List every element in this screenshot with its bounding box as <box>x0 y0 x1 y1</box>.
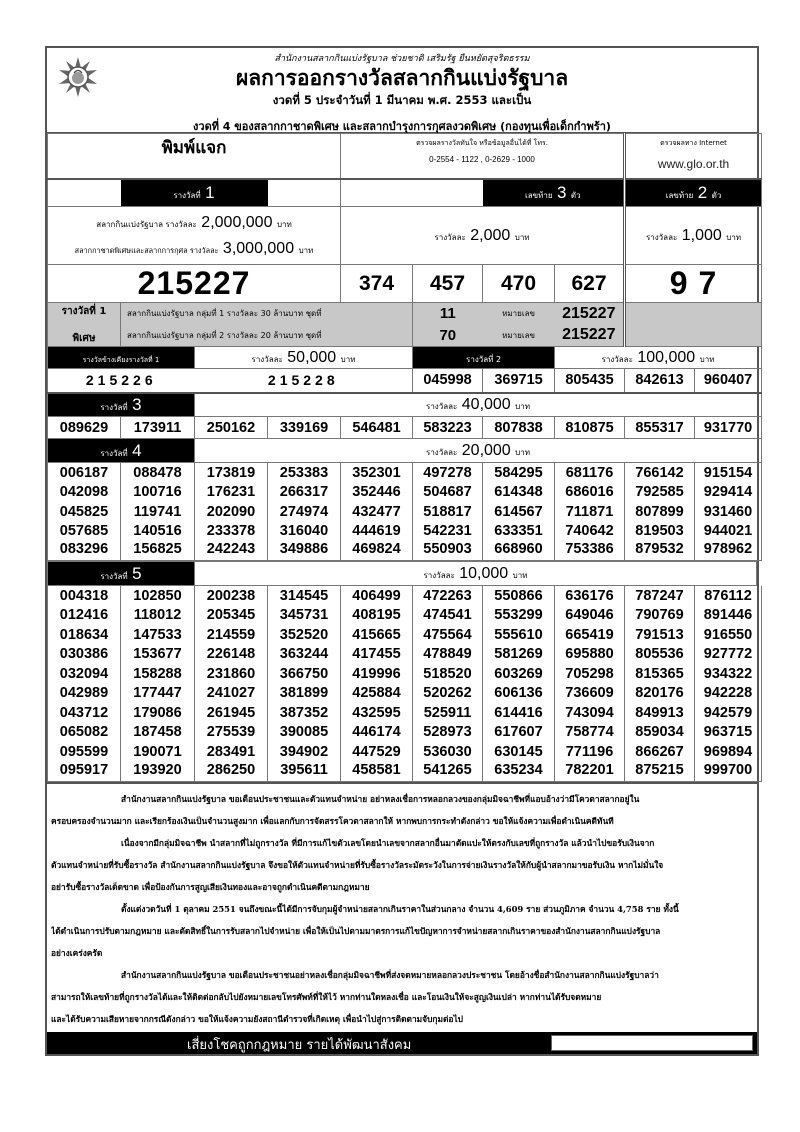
prize5-number: 417455 <box>341 645 413 665</box>
prize4-row <box>48 463 762 483</box>
prize5-number: 942228 <box>695 684 762 704</box>
prize5-number: 520262 <box>413 684 483 704</box>
prize5-number: 275539 <box>195 723 268 743</box>
prize5-number: 705298 <box>555 664 625 684</box>
prize4-number: 614348 <box>483 483 555 503</box>
prize4-number: 978962 <box>695 541 762 561</box>
prize4-number: 504687 <box>413 483 483 503</box>
prize4-number: 352301 <box>341 463 413 483</box>
notice-line: สำนักงานสลากกินแบ่งรัฐบาล ขอเตือนประชาชนอย่าหลงเชื่อกลุ่มมิจฉาชีพที่ส่งจดหมายหลอกลวงประชาชน โดยอ้างชื่อสำนักงานสลากกินแบ่งรัฐบาลว่า <box>121 969 659 980</box>
prize4-number: 006187 <box>48 463 121 483</box>
prize4-number: 202090 <box>195 502 268 522</box>
prize5-number: 042989 <box>48 684 121 704</box>
prize4-number: 176231 <box>195 483 268 503</box>
prize4-number: 057685 <box>48 522 121 542</box>
prize4-number: 614567 <box>483 502 555 522</box>
prize5-number: 525911 <box>413 703 483 723</box>
prize5-number: 381899 <box>268 684 341 704</box>
notice-line: ครอบครองจำนวนมาก และเรียกร้องเงินเป็นจำนวนสูงมาก เพื่อแลกกับการจัดสรรโควตาสลากให้ หากพบการกระทำดังกล่าว ขอให้แจ้งความเพื่อดำเนินคดีทันที <box>51 815 614 826</box>
free-print-cell <box>48 134 341 179</box>
prize5-number: 934322 <box>695 664 762 684</box>
phone-numbers: 0-2554 - 1122 , 0-2629 - 1000 <box>429 155 535 164</box>
prize4-number: 119741 <box>121 502 195 522</box>
prize4-number: 542231 <box>413 522 483 542</box>
prize5-number: 553299 <box>483 606 555 626</box>
prize4-number: 740642 <box>555 522 625 542</box>
prize5-number: 969894 <box>695 742 762 762</box>
prize5-number: 190071 <box>121 742 195 762</box>
prize5-number: 617607 <box>483 723 555 743</box>
top-prizes-table: พิมพ์แจก ตรวจผลรางวัลทันใจ หรือข้อมูลอื่นได้ที่ โทร. 0-2554 - 1122 , 0-2629 - 1000 ตรวจผลทาง Internet www.glo.or.th รางวัลที่ 1 เลขท้าย 3 ตัว เลขท้าย 2 ตัว สลากกินแบ่งรัฐบาล รางวัลละ 2,000,000 บาท สลากกาชาดพิเศษและสลากการกุศล รางวัลละ 3,000,000 บาท รางวัลละ 2,000 บาท รางวัลละ 1,000 บาท 215227 374 457 470 627 9 7 รางวัลที่ 1 พิเศษ สลากกินแบ่งรัฐบาล กลุ่มที่ 1 รางวัลละ 30 ล้านบาท ชุดที่ 11 หมายเลข 215227 สลากกินแบ่งรัฐบาล กลุ่มที่ 2 รางวัลละ 20 ล้านบาท ชุดที่ 70 หมายเลข 215227 รางวัลข้างเคียงรางวัลที่ 1 รางวัลละ 50,000 บาท รางวัลที่ 2 รางวัลละ 100,000 บาท 215226 215228 045998 369715 805435 842613 960407 รางวัลที่ 3 รางวัลละ 40,000 บาท 089629 173911 250162 339169 546481 583223 807838 810875 855317 931770 รางวัลที่ 4 รางวัลละ 20,000 บาท <box>47 133 762 463</box>
prize2-number: 842613 <box>625 369 695 393</box>
prize5-number: 095599 <box>48 742 121 762</box>
prize5-row <box>48 723 762 743</box>
prize5-number: 261945 <box>195 703 268 723</box>
prize5-number: 018634 <box>48 625 121 645</box>
prize5-number: 665419 <box>555 625 625 645</box>
prize3-number: 855317 <box>625 417 695 439</box>
prize5-number: 555610 <box>483 625 555 645</box>
free-print-label: พิมพ์แจก <box>161 138 227 159</box>
last3-header: เลขท้าย 3 ตัว <box>483 179 625 207</box>
prize5-number: 406499 <box>341 586 413 606</box>
prize5-number: 200238 <box>195 586 268 606</box>
footer-bar <box>47 1032 757 1054</box>
prize5-number: 147533 <box>121 625 195 645</box>
prize5-number: 395611 <box>268 762 341 782</box>
special-number: 215227 <box>555 303 625 325</box>
prize4-number: 819503 <box>625 522 695 542</box>
first-prize-header: รางวัลที่ 1 <box>121 179 268 207</box>
notice-line: อย่างเคร่งครัด <box>51 947 103 958</box>
prize5-row <box>48 684 762 704</box>
prize4-number: 100716 <box>121 483 195 503</box>
last3-number: 374 <box>341 265 413 303</box>
prize5-number: 649046 <box>555 606 625 626</box>
prize5-number: 425884 <box>341 684 413 704</box>
prize5-number: 805536 <box>625 645 695 665</box>
prize5-number: 474541 <box>413 606 483 626</box>
prize4-number: 633351 <box>483 522 555 542</box>
prize3-number: 339169 <box>268 417 341 439</box>
prize5-number: 472263 <box>413 586 483 606</box>
draw-date-line: งวดที่ 5 ประจำวันที่ 1 มีนาคม พ.ศ. 2553 และเป็น <box>272 93 532 107</box>
internet-label: ตรวจผลทาง Internet <box>660 139 727 147</box>
special-prize-label: รางวัลที่ 1 พิเศษ <box>48 303 121 347</box>
page-title: ผลการออกรางวัลสลากกินแบ่งรัฐบาล <box>235 66 569 90</box>
notice-line: เนื่องจากมีกลุ่มมิจฉาชีพ นำสลากที่ไม่ถูกรางวัล ที่มีการแก้ไขตัวเลขโดยนำเลขจากสลากอื่นมาตัดแปะให้ตรงกับเลขที่ถูกรางวัล แล้วนำไปขอรับเงินจาก <box>121 837 655 848</box>
notice-line: ได้ดำเนินการปรับตามกฎหมาย และตัดสิทธิ์ในการรับสลากไปจำหน่าย เพื่อให้เป็นไปตามมาตรการแก้ไขปัญหาการจำหน่ายสลากเกินราคาของสำนักงานสลากกินแบ่งรัฐบาล <box>51 925 661 936</box>
prize5-number: 231860 <box>195 664 268 684</box>
prize5-number: 942579 <box>695 703 762 723</box>
prize5-number: 214559 <box>195 625 268 645</box>
prize3-number: 931770 <box>695 417 762 439</box>
prize5-number: 736609 <box>555 684 625 704</box>
prize5-number: 394902 <box>268 742 341 762</box>
prize5-number: 205345 <box>195 606 268 626</box>
prize5-number: 102850 <box>121 586 195 606</box>
prize4-number: 807899 <box>625 502 695 522</box>
prize5-number: 241027 <box>195 684 268 704</box>
prize5-number: 004318 <box>48 586 121 606</box>
prize5-number: 095917 <box>48 762 121 782</box>
special-set-number: 70 <box>439 326 457 344</box>
prize4-number: 253383 <box>268 463 341 483</box>
last3-number: 457 <box>413 265 483 303</box>
prize4-number: 550903 <box>413 541 483 561</box>
special-set-number: 11 <box>439 305 456 323</box>
prize5-number: 790769 <box>625 606 695 626</box>
prize5-number: 849913 <box>625 703 695 723</box>
last2-amount: รางวัลละ 1,000 บาท <box>625 207 762 265</box>
prize5-number: 065082 <box>48 723 121 743</box>
prize3-number: 807838 <box>483 417 555 439</box>
prize4-number: 140516 <box>121 522 195 542</box>
prize4-number: 242243 <box>195 541 268 561</box>
prize5-number: 791513 <box>625 625 695 645</box>
prize5-number: 927772 <box>695 645 762 665</box>
near-first-header: รางวัลข้างเคียงรางวัลที่ 1 <box>48 347 195 369</box>
prize4-number: 266317 <box>268 483 341 503</box>
near-first-number: 215226 <box>48 369 195 393</box>
prize5-number: 999700 <box>695 762 762 782</box>
prize5-number: 541265 <box>413 762 483 782</box>
prize5-number: 636176 <box>555 586 625 606</box>
near-first-amount: รางวัลละ 50,000 บาท <box>195 347 413 369</box>
notice-line: สำนักงานสลากกินแบ่งรัฐบาล ขอเตือนประชาชนและตัวแทนจำหน่าย อย่าหลงเชื่อการหลอกลวงของกลุ่มมิจฉาชีพที่แอบอ้างว่ามีโควตาสลากอยู่ใน <box>121 793 640 804</box>
notice-line: สามารถให้เลขท้ายที่ถูกรางวัลได้และให้ติดต่อกลับไปยังหมายเลขโทรศัพท์ที่ให้ไว้ หากท่านใดหลงเชื่อ และโอนเงินให้จะสูญเงินเปล่า หากท่านได้รับจดหมาย <box>51 991 602 1002</box>
prize4-number: 792585 <box>625 483 695 503</box>
website-link[interactable]: www.glo.or.th <box>657 157 730 171</box>
prize5-number: 743094 <box>555 703 625 723</box>
prize5-number: 032094 <box>48 664 121 684</box>
prize4-number: 042098 <box>48 483 121 503</box>
special-number: 215227 <box>555 325 625 347</box>
prize5-number: 012416 <box>48 606 121 626</box>
prize5-row <box>48 762 762 782</box>
prize5-number: 815365 <box>625 664 695 684</box>
prize4-number: 929414 <box>695 483 762 503</box>
prize4-number: 584295 <box>483 463 555 483</box>
prize4-amount: รางวัลละ 20,000 บาท <box>195 439 762 463</box>
prize4-number: 432477 <box>341 502 413 522</box>
prize5-header-table <box>47 561 757 586</box>
prize5-number: 387352 <box>268 703 341 723</box>
prize2-number: 369715 <box>483 369 555 393</box>
prize4-row <box>48 483 762 503</box>
prize4-number: 316040 <box>268 522 341 542</box>
prize5-number: 528973 <box>413 723 483 743</box>
last2-header: เลขท้าย 2 ตัว <box>625 179 762 207</box>
prize5-row <box>48 703 762 723</box>
prize5-number: 158288 <box>121 664 195 684</box>
last3-number: 470 <box>483 265 555 303</box>
prize4-number: 915154 <box>695 463 762 483</box>
prize5-number: 226148 <box>195 645 268 665</box>
internet-info-cell <box>625 134 762 179</box>
prize5-number: 876112 <box>695 586 762 606</box>
prize4-number: 156825 <box>121 541 195 561</box>
draw-special-line: งวดที่ 4 ของสลากกาชาดพิเศษ และสลากบำรุงการกุศลงวดพิเศษ (กองทุนเพื่อเด็กกำพร้า) <box>193 120 611 133</box>
prize5-number: 891446 <box>695 606 762 626</box>
prize5-number: 153677 <box>121 645 195 665</box>
prize5-row <box>48 742 762 762</box>
gov-amount: 2,000,000 <box>201 213 273 231</box>
prize5-number: 366750 <box>268 664 341 684</box>
prize4-number: 233378 <box>195 522 268 542</box>
phone-info-cell <box>341 134 625 179</box>
prize4-grid <box>47 463 762 561</box>
prize5-number: 447529 <box>341 742 413 762</box>
prize5-number: 458581 <box>341 762 413 782</box>
prize5-number: 758774 <box>555 723 625 743</box>
prize5-number: 283491 <box>195 742 268 762</box>
prize5-number: 916550 <box>695 625 762 645</box>
prize5-number: 875215 <box>625 762 695 782</box>
prize4-header: รางวัลที่ 4 <box>48 439 195 463</box>
prize3-number: 089629 <box>48 417 121 439</box>
glo-emblem-icon <box>57 56 99 98</box>
special-row-desc: สลากกินแบ่งรัฐบาล กลุ่มที่ 1 รางวัลละ 30 ล้านบาท ชุดที่ <box>121 303 413 325</box>
prize5-number: 390085 <box>268 723 341 743</box>
prize2-number: 805435 <box>555 369 625 393</box>
prize5-row <box>48 664 762 684</box>
prize4-number: 686016 <box>555 483 625 503</box>
prize5-row <box>48 645 762 665</box>
prize2-number: 960407 <box>695 369 762 393</box>
prize5-number: 446174 <box>341 723 413 743</box>
prize5-row <box>48 586 762 606</box>
prize4-row <box>48 541 762 561</box>
prize4-number: 711871 <box>555 502 625 522</box>
prize4-number: 444619 <box>341 522 413 542</box>
first-prize-amounts: สลากกินแบ่งรัฐบาล รางวัลละ 2,000,000 บาท สลากกาชาดพิเศษและสลากการกุศล รางวัลละ 3,000,000 บาท <box>48 207 341 265</box>
notice-line: ตั้งแต่งวดวันที่ 1 ตุลาคม 2551 จนถึงขณะนี้ได้มีการจับกุมผู้จำหน่ายสลากเกินราคาในส่วนกลาง จำนวน 4,609 ราย ส่วนภูมิภาค จำนวน 4,758 ราย ทั้งนี้ <box>121 903 679 914</box>
warning-notice <box>47 782 757 1032</box>
lottery-result-sheet <box>45 46 759 1056</box>
prize4-number: 045825 <box>48 502 121 522</box>
prize5-amount: รางวัลละ 10,000 บาท <box>195 562 757 586</box>
prize4-number: 352446 <box>341 483 413 503</box>
prize4-number: 469824 <box>341 541 413 561</box>
prize5-number: 415665 <box>341 625 413 645</box>
notice-line: ตัวแทนจำหน่ายที่รับซื้อรางวัล สำนักงานสลากกินแบ่งรัฐบาล จึงขอให้ตัวแทนจำหน่ายที่รับซื้อรางวัลระมัดระวังในการจ่ายเงินรางวัลให้กับผู้นำสลากมาขอรับเงิน หากไม่มั่นใจ <box>51 859 664 870</box>
prize5-number: 408195 <box>341 606 413 626</box>
prize5-number: 550866 <box>483 586 555 606</box>
prize5-number: 963715 <box>695 723 762 743</box>
prize4-number: 879532 <box>625 541 695 561</box>
prize5-number: 432595 <box>341 703 413 723</box>
notice-line: และได้รับความเสียหายจากกรณีดังกล่าว ขอให้แจ้งความยังสถานีตำรวจที่เกิดเหตุ เพื่อนำไปสู่การติดตามจับกุมต่อไป <box>51 1013 463 1024</box>
prize5-number: 581269 <box>483 645 555 665</box>
prize5-number: 536030 <box>413 742 483 762</box>
prize5-header: รางวัลที่ 5 <box>48 562 195 586</box>
prize5-number: 635234 <box>483 762 555 782</box>
special-row-desc: สลากกินแบ่งรัฐบาล กลุ่มที่ 2 รางวัลละ 20 ล้านบาท ชุดที่ <box>121 325 413 347</box>
prize5-number: 630145 <box>483 742 555 762</box>
prize4-number: 088478 <box>121 463 195 483</box>
footer-blank-box <box>551 1035 753 1051</box>
prize5-grid <box>47 586 762 782</box>
footer-slogan: เสี่ยงโชคถูกกฎหมาย รายได้พัฒนาสังคม <box>187 1037 412 1053</box>
prize5-number: 177447 <box>121 684 195 704</box>
prize5-number: 286250 <box>195 762 268 782</box>
prize3-number: 546481 <box>341 417 413 439</box>
prize4-row <box>48 502 762 522</box>
prize5-number: 771196 <box>555 742 625 762</box>
last2-number: 9 7 <box>625 265 762 303</box>
prize2-number: 045998 <box>413 369 483 393</box>
prize5-number: 043712 <box>48 703 121 723</box>
prize5-number: 782201 <box>555 762 625 782</box>
prize5-number: 787247 <box>625 586 695 606</box>
prize5-number: 478849 <box>413 645 483 665</box>
prize3-number: 250162 <box>195 417 268 439</box>
prize5-number: 695880 <box>555 645 625 665</box>
last3-amount: รางวัลละ 2,000 บาท <box>341 207 625 265</box>
prize3-header: รางวัลที่ 3 <box>48 393 195 417</box>
prize5-number: 866267 <box>625 742 695 762</box>
prize3-number: 583223 <box>413 417 483 439</box>
prize4-number: 274974 <box>268 502 341 522</box>
prize4-number: 681176 <box>555 463 625 483</box>
prize5-row <box>48 606 762 626</box>
first-prize-number: 215227 <box>48 265 341 303</box>
prize3-number: 173911 <box>121 417 195 439</box>
prize4-number: 349886 <box>268 541 341 561</box>
prize2-amount: รางวัลละ 100,000 บาท <box>555 347 762 369</box>
sheet-header <box>47 48 757 133</box>
prize5-number: 363244 <box>268 645 341 665</box>
org-motto: สำนักงานสลากกินแบ่งรัฐบาล ช่วยชาติ เสริมรัฐ ยืนหยัดสุจริตธรรม <box>274 54 530 64</box>
phone-label: ตรวจผลรางวัลทันใจ หรือข้อมูลอื่นได้ที่ โทร. <box>416 139 548 147</box>
prize3-row <box>48 417 762 439</box>
prize5-number: 820176 <box>625 684 695 704</box>
prize4-number: 497278 <box>413 463 483 483</box>
prize4-number: 931460 <box>695 502 762 522</box>
prize5-row <box>48 625 762 645</box>
prize4-number: 083296 <box>48 541 121 561</box>
charity-amount: 3,000,000 <box>222 239 295 257</box>
prize4-number: 766142 <box>625 463 695 483</box>
prize4-row <box>48 522 762 542</box>
prize5-number: 419996 <box>341 664 413 684</box>
prize5-number: 475564 <box>413 625 483 645</box>
prize5-number: 118012 <box>121 606 195 626</box>
prize5-number: 345731 <box>268 606 341 626</box>
prize4-number: 944021 <box>695 522 762 542</box>
prize5-number: 603269 <box>483 664 555 684</box>
prize3-amount: รางวัลละ 40,000 บาท <box>195 393 762 417</box>
prize5-number: 352520 <box>268 625 341 645</box>
prize4-number: 173819 <box>195 463 268 483</box>
prize5-number: 030386 <box>48 645 121 665</box>
prize5-number: 187458 <box>121 723 195 743</box>
prize4-number: 753386 <box>555 541 625 561</box>
prize4-number: 668960 <box>483 541 555 561</box>
prize5-number: 193920 <box>121 762 195 782</box>
prize5-number: 606136 <box>483 684 555 704</box>
notice-line: อย่ารับซื้อรางวัลเด็ดขาด เพื่อป้องกันการสูญเสียเงินทองและอาจถูกดำเนินคดีตามกฎหมาย <box>51 881 370 892</box>
near-first-number: 215228 <box>195 369 413 393</box>
prize5-number: 614416 <box>483 703 555 723</box>
prize4-number: 518817 <box>413 502 483 522</box>
prize3-number: 810875 <box>555 417 625 439</box>
prize5-number: 179086 <box>121 703 195 723</box>
prize2-header: รางวัลที่ 2 <box>413 347 555 369</box>
prize5-number: 859034 <box>625 723 695 743</box>
prize5-number: 518520 <box>413 664 483 684</box>
prize5-number: 314545 <box>268 586 341 606</box>
last3-number: 627 <box>555 265 625 303</box>
